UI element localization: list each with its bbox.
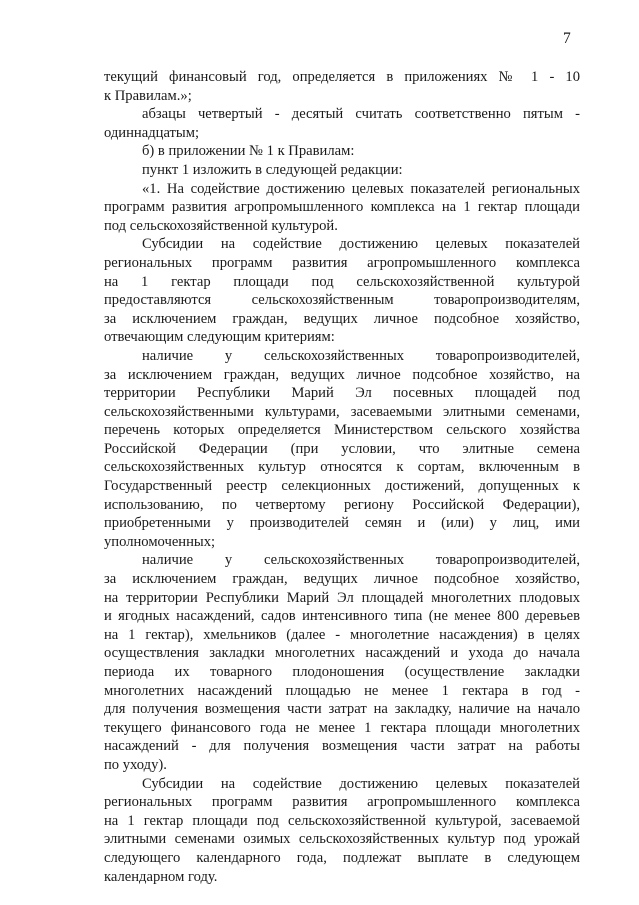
text-line: под сельскохозяйственной культурой.: [104, 217, 338, 234]
text-line: предоставляются сельскохозяйственным товаропроизводителям,: [104, 292, 580, 309]
document-body: [104, 68, 580, 886]
text-line: за исключением граждан, ведущих личное подсобное хозяйство, на: [104, 366, 580, 383]
text-line: уполномоченных;: [104, 533, 216, 550]
text-line: на 1 гектар площади под сельскохозяйственной культурой, засеваемой: [104, 812, 580, 829]
text-line: приобретенными у производителей семян и (или) у лиц, ими: [104, 515, 580, 532]
text-line: перечень которых определяется Министерством сельского хозяйства: [104, 422, 580, 439]
text-line: Государственный реестр селекционных достижений, допущенных к: [104, 478, 580, 495]
text-line: территории Республики Марий Эл посевных площадей под: [104, 385, 580, 402]
text-line: наличие у сельскохозяйственных товаропроизводителей,: [142, 552, 580, 569]
text-line: на территории Республики Марий Эл площадей многолетних плодовых: [104, 589, 580, 606]
text-line: следующего календарного года, подлежат выплате в следующем: [104, 849, 580, 866]
text-line: календарном году.: [104, 868, 218, 885]
text-line: Субсидии на содействие достижению целевых показателей: [142, 775, 580, 792]
text-line: программ развития агропромышленного комплекса на 1 гектар площади: [104, 199, 580, 216]
text-line: к Правилам.»;: [104, 87, 192, 104]
text-line: «1. На содействие достижению целевых показателей региональных: [142, 180, 580, 197]
text-line: элитными семенами озимых сельскохозяйственных культур под урожай: [104, 831, 580, 848]
text-line: использованию, по четвертому региону Российской Федерации),: [104, 496, 580, 513]
text-line: по уходу).: [104, 756, 167, 773]
text-line: осуществления закладки многолетних насаждений и ухода до начала: [104, 645, 580, 662]
text-line: абзацы четвертый - десятый считать соответственно пятым -: [142, 106, 580, 123]
text-line: на 1 гектар), хмельников (далее - многолетние насаждения) в целях: [104, 626, 580, 643]
text-line: одиннадцатым;: [104, 124, 200, 141]
text-line: за исключением граждан, ведущих личное подсобное хозяйство,: [104, 571, 580, 588]
text-line: сельскохозяйственных культур относятся к сортам, включенным в: [104, 459, 580, 476]
text-line: Российской Федерации (при условии, что элитные семена: [104, 440, 580, 457]
text-line: многолетних насаждений площадью не менее 1 гектара в год -: [104, 682, 580, 699]
text-line: на 1 гектар площади под сельскохозяйственной культурой: [104, 273, 580, 290]
text-line: наличие у сельскохозяйственных товаропроизводителей,: [142, 347, 580, 364]
text-line: и ягодных насаждений, садов интенсивного типа (не менее 800 деревьев: [104, 608, 580, 625]
text-line: б) в приложении № 1 к Правилам:: [142, 143, 355, 160]
text-line: региональных программ развития агропромышленного комплекса: [104, 794, 580, 811]
text-line: насаждений - для получения возмещения части затрат на работы: [104, 738, 580, 755]
text-line: периода их товарного плодоношения (осуществление закладки: [104, 664, 580, 680]
page-number: 7: [563, 30, 571, 47]
text-line: региональных программ развития агропромышленного комплекса: [104, 254, 580, 271]
text-line: текущего финансового года не менее 1 гектара площади многолетних: [104, 719, 580, 736]
text-line: отвечающим следующим критериям:: [104, 329, 335, 346]
text-line: сельскохозяйственными культурами, засеваемыми элитными семенами,: [104, 403, 580, 420]
text-line: текущий финансовый год, определяется в приложениях № 1 - 10: [104, 69, 580, 85]
text-line: Субсидии на содействие достижению целевых показателей: [142, 236, 580, 253]
text-line: за исключением граждан, ведущих личное подсобное хозяйство,: [104, 310, 580, 327]
text-line: для получения возмещения части затрат на закладку, наличие на начало: [104, 701, 580, 718]
text-line: пункт 1 изложить в следующей редакции:: [142, 161, 403, 178]
